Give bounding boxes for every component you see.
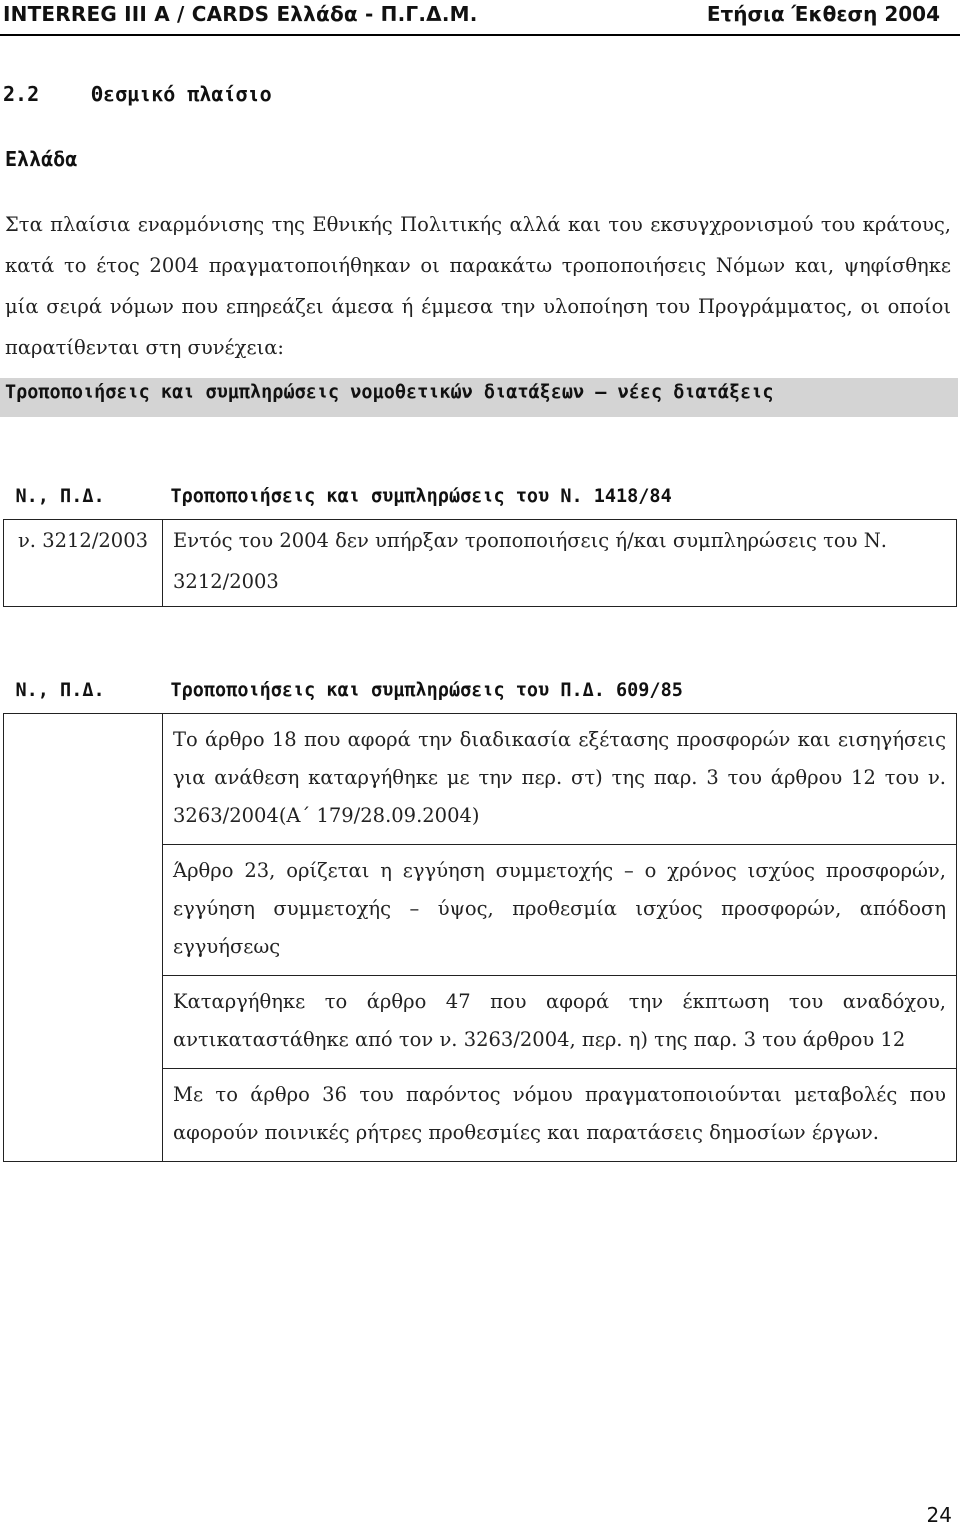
- country-heading: Ελλάδα: [5, 147, 78, 171]
- section-title: [3, 82, 272, 106]
- law-cell: [4, 714, 163, 1162]
- subheading-bar: Τροποποιήσεις και συμπληρώσεις νομοθετικών διατάξεων – νέες διατάξεις: [0, 378, 958, 417]
- page-number: 24: [926, 1503, 952, 1527]
- law-table-1418-84: [3, 473, 957, 607]
- table-header-row: [4, 473, 957, 520]
- description-cell: Καταργήθηκε το άρθρο 47 που αφορά την έκπτωση του αναδόχου, αντικαταστάθηκε από τον ν. 3263/2004, περ. η) της παρ. 3 του άρθρου 12: [163, 976, 957, 1069]
- description-cell: Εντός του 2004 δεν υπήρξαν τροποποιήσεις ή/και συμπληρώσεις του Ν. 3212/2003: [163, 520, 957, 607]
- law-cell: ν. 3212/2003: [4, 520, 163, 607]
- description-cell: Με το άρθρο 36 του παρόντος νόμου πραγματοποιούνται μεταβολές που αφορούν ποινικές ρήτρες προθεσμίες και παρατάσεις δημοσίων έργων.: [163, 1069, 957, 1162]
- page-header: [0, 0, 960, 36]
- header-report-title: Ετήσια Έκθεση 2004: [706, 2, 940, 26]
- header-program-title: INTERREG III A / CARDS Ελλάδα - Π.Γ.Δ.Μ.: [3, 2, 478, 26]
- table-header-row: [4, 667, 957, 714]
- section-number: 2.2: [3, 82, 40, 106]
- table-row: [4, 714, 957, 845]
- table-title: Τροποποιήσεις και συμπληρώσεις του Ν. 1418/84: [170, 485, 672, 507]
- section-title-text: Θεσμικό πλαίσιο: [91, 82, 272, 106]
- table-title: Τροποποιήσεις και συμπληρώσεις του Π.Δ. 609/85: [170, 679, 683, 701]
- table-row: [4, 520, 957, 607]
- law-table-609-85: [3, 667, 957, 1162]
- description-cell: Το άρθρο 18 που αφορά την διαδικασία εξέτασης προσφορών και εισηγήσεις για ανάθεση καταργήθηκε με την περ. στ) της παρ. 3 του άρθρου 12 του ν. 3263/2004(Α΄ 179/28.09.2004): [163, 714, 957, 845]
- table-label: Ν., Π.Δ.: [15, 679, 105, 701]
- description-cell: Άρθρο 23, ορίζεται η εγγύηση συμμετοχής – ο χρόνος ισχύος προσφορών, εγγύηση συμμετοχής – ύψος, προθεσμία ισχύος προσφορών, απόδοση εγγυήσεως: [163, 845, 957, 976]
- table-label: Ν., Π.Δ.: [15, 485, 105, 507]
- intro-paragraph: Στα πλαίσια εναρμόνισης της Εθνικής Πολιτικής αλλά και του εκσυγχρονισμού του κράτους, κατά το έτος 2004 πραγματοποιήθηκαν οι παρακάτω τροποποιήσεις Νόμων και, ψηφίσθηκε μία σειρά νόμων που επηρεάζει άμεσα ή έμμεσα την υλοποίηση του Προγράμματος, οι οποίοι παρατίθενται στη συνέχεια:: [5, 213, 951, 359]
